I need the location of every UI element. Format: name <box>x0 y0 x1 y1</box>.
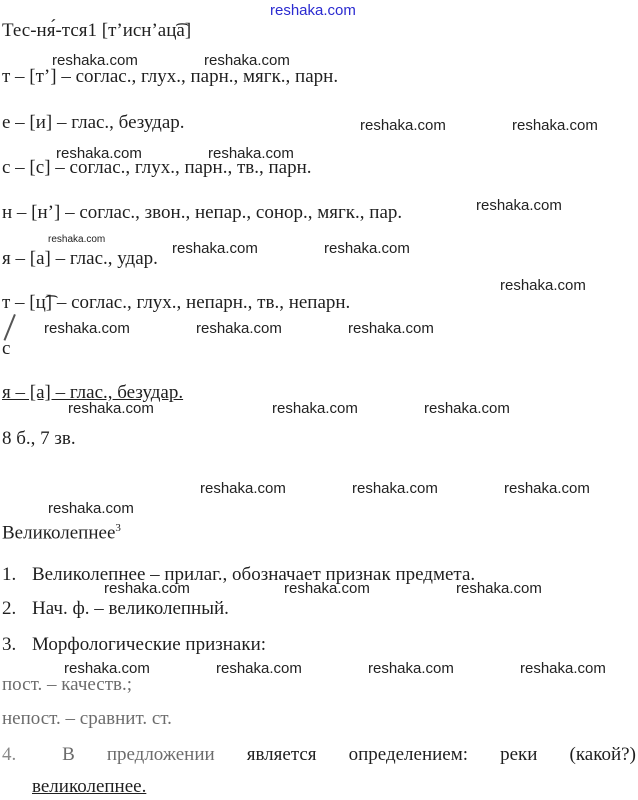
watermark: reshaka.com <box>196 320 282 337</box>
word: В <box>62 744 75 765</box>
watermark: reshaka.com <box>324 240 410 257</box>
watermark: reshaka.com <box>284 580 370 597</box>
letters-sounds-summary: 8 б., 7 зв. <box>2 428 76 449</box>
watermark: reshaka.com <box>208 145 294 162</box>
second-word-heading <box>2 517 121 544</box>
watermark: reshaka.com <box>424 400 510 417</box>
list-item-text: Нач. ф. – великолепный. <box>32 598 229 619</box>
watermark: reshaka.com <box>348 320 434 337</box>
word: предложении <box>106 744 215 765</box>
watermark: reshaka.com <box>52 52 138 69</box>
word: (какой?) <box>569 744 636 765</box>
list-item-text: Великолепнее – прилаг., обозначает признак предмета. <box>32 564 476 585</box>
phonetic-line: я – [а] – глас., удар. <box>2 248 158 269</box>
list-item-number: 2. <box>2 598 17 619</box>
nonconstant-features: непост. – сравнит. ст. <box>2 708 172 729</box>
watermark: reshaka.com <box>44 320 130 337</box>
list-item <box>2 564 475 586</box>
phonetic-line: н – [н’] – соглас., звон., непар., сонор., мягк., пар. <box>2 202 403 223</box>
list-item-number: 1. <box>2 564 17 585</box>
word-transcription-header: Тес-ня́-тся1 [т’исн’ац͡а] <box>2 20 192 41</box>
watermark: reshaka.com <box>500 277 586 294</box>
watermark: reshaka.com <box>64 660 150 677</box>
second-word-sup: 3 <box>115 522 121 534</box>
word: является <box>246 744 317 765</box>
watermark: reshaka.com <box>216 660 302 677</box>
watermark: reshaka.com <box>368 660 454 677</box>
watermark: reshaka.com <box>204 52 290 69</box>
watermark: reshaka.com <box>200 480 286 497</box>
word: реки <box>500 744 538 765</box>
list-item-number: 3. <box>2 634 17 655</box>
watermark: reshaka.com <box>104 580 190 597</box>
top-watermark: reshaka.com <box>270 2 356 19</box>
list-item-4-continuation: великолепнее. <box>32 776 147 797</box>
second-word: Великолепнее <box>2 522 116 544</box>
list-item-text: Морфологические признаки: <box>32 634 267 655</box>
watermark: reshaka.com <box>48 234 106 245</box>
watermark: reshaka.com <box>476 197 562 214</box>
phonetic-line: т – [ц͡] – соглас., глух., непарн., тв., непарн. <box>2 292 351 313</box>
phonetic-line: с – [с] – соглас., глух., парн., тв., парн. <box>2 157 312 178</box>
watermark: reshaka.com <box>352 480 438 497</box>
watermark: reshaka.com <box>56 145 142 162</box>
watermark: reshaka.com <box>68 400 154 417</box>
watermark: reshaka.com <box>456 580 542 597</box>
watermark: reshaka.com <box>48 500 134 517</box>
watermark: reshaka.com <box>172 240 258 257</box>
watermark: reshaka.com <box>360 117 446 134</box>
list-item-number: 4. <box>2 744 17 765</box>
constant-features: пост. – качеств.; <box>2 674 133 695</box>
watermark: reshaka.com <box>520 660 606 677</box>
watermark: reshaka.com <box>272 400 358 417</box>
list-item <box>2 634 266 656</box>
list-item-4 <box>2 744 636 766</box>
watermark: reshaka.com <box>504 480 590 497</box>
phonetic-line-underlined: я – [а] – глас., безудар. <box>2 382 184 403</box>
list-item <box>2 598 229 620</box>
phonetic-line: т – [т’] – соглас., глух., парн., мягк., парн. <box>2 66 339 87</box>
word: определением: <box>348 744 469 765</box>
phonetic-line: е – [и] – глас., безудар. <box>2 112 185 133</box>
watermark: reshaka.com <box>512 117 598 134</box>
strike-slash <box>4 314 16 341</box>
phonetic-line: с <box>2 338 11 359</box>
